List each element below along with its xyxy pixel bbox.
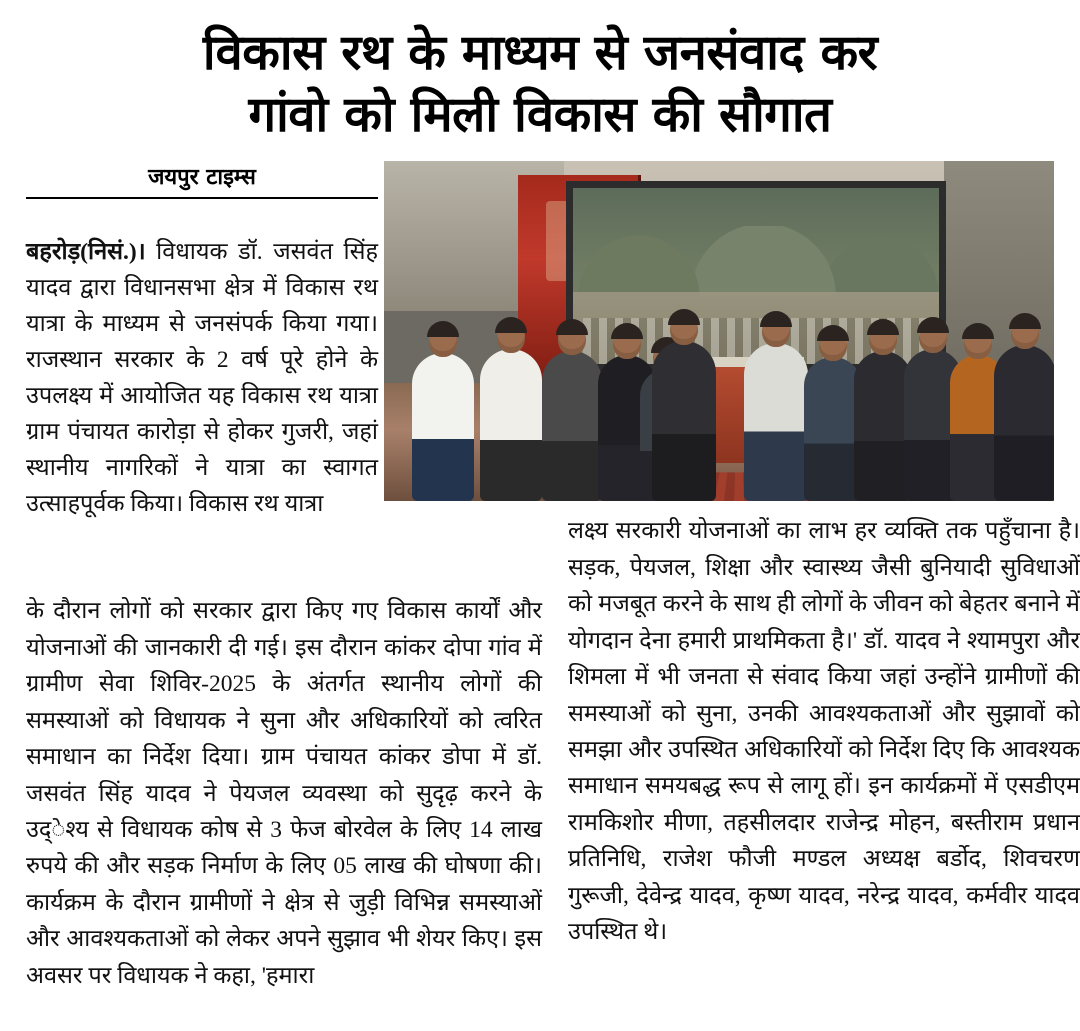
article-intro-text: विधायक डॉ. जसवंत सिंह यादव द्वारा विधानसभा क्षेत्र में विकास रथ यात्रा के माध्यम से जनसंपर्क किया गया। राजस्थान सरकार के 2 वर्ष पूरे होने के उपलक्ष्य में आयोजित यह विकास रथ यात्रा ग्राम पंचायत कारोड़ा से होकर गुजरी, जहां स्थानीय नागरिकों ने यात्रा का स्वागत उत्साहपूर्वक किया। विकास रथ यात्रा (26, 239, 378, 518)
page-title (26, 18, 1054, 145)
dateline: बहरोड़(निसं.)। (26, 239, 146, 266)
credit-block (26, 161, 378, 211)
publication-credit: जयपुर टाइम्स (148, 165, 256, 191)
photo-person (542, 351, 602, 501)
photo-person (994, 345, 1054, 501)
article-paragraph-intro (26, 235, 378, 523)
photo-person-head (670, 313, 698, 345)
article-paragraph-right (568, 513, 1080, 952)
divider (26, 197, 378, 199)
article-body (26, 161, 1080, 989)
photo-person (412, 353, 474, 501)
photo-scene (384, 161, 1054, 501)
photo-person (652, 341, 716, 501)
photo-person-head (497, 321, 525, 353)
headline-line-2: गांवो को मिली विकास की सौगात (248, 85, 832, 143)
article-paragraph-left-cont (26, 593, 542, 996)
photo-person-head (762, 315, 790, 347)
photo-person-head (1011, 317, 1039, 349)
photo-person-head (613, 327, 641, 359)
photo-person-head (919, 321, 947, 353)
photo-person-head (964, 327, 992, 359)
photo-person-head (429, 325, 457, 357)
headline-line-1: विकास रथ के माध्यम से जनसंवाद कर (202, 24, 878, 81)
photo-crowd (384, 261, 1054, 501)
article-photo (384, 161, 1054, 501)
photo-person-head (869, 323, 897, 355)
photo-person (744, 343, 808, 501)
article-right-text: लक्ष्य सरकारी योजनाओं का लाभ हर व्यक्ति तक पहुँचाना है। सड़क, पेयजल, शिक्षा और स्वास्थ्य जैसी बुनियादी सुविधाओं को मजबूत करने के साथ ही लोगों के जीवन को बेहतर बनाने में योगदान देना हमारी प्राथमिकता है।' डॉ. यादव ने श्यामपुरा और शिमला में भी जनता से संवाद किया जहां उन्होंने ग्रामीणों की समस्याओं को सुना, उनकी आवश्यकताओं और सुझावों को समझा और उपस्थित अधिकारियों को निर्देश दिए कि आवश्यक समाधान समयबद्ध रूप से लागू हों। इन कार्यक्रमों में एसडीएम रामकिशोर मीणा, तहसीलदार राजेन्द्र मोहन, बस्तीराम प्रधान प्रतिनिधि, राजेश फौजी मण्डल अध्यक्ष बर्डोद, शिवचरण गुरूजी, देवेन्द्र यादव, कृष्ण यादव, नरेन्द्र यादव, कर्मवीर यादव उपस्थित थे। (568, 518, 1080, 946)
photo-person (480, 349, 542, 501)
article-left-text: के दौरान लोगों को सरकार द्वारा किए गए विकास कार्यों और योजनाओं की जानकारी दी गई। इस दौरान कांकर दोपा गांव में ग्रामीण सेवा शिविर-2025 के अंतर्गत स्थानीय लोगों की समस्याओं को विधायक ने सुना और अधिकारियों को त्वरित समाधान का निर्देश दिया। ग्राम पंचायत कांकर डोपा में डॉ. जसवंत सिंह यादव ने पेयजल व्यवस्था को सुदृढ़ करने के उद्ेश्य से विधायक कोष से 3 फेज बोरवेल के लिए 14 लाख रुपये की और सड़क निर्माण के लिए 05 लाख की घोषणा की। कार्यक्रम के दौरान ग्रामीणों ने क्षेत्र से जुड़ी विभिन्न समस्याओं और आवश्यकताओं को लेकर अपने सुझाव भी शेयर किए। इस अवसर पर विधायक ने कहा, 'हमारा (26, 598, 542, 989)
photo-person-head (819, 329, 847, 361)
photo-person-head (558, 323, 586, 355)
